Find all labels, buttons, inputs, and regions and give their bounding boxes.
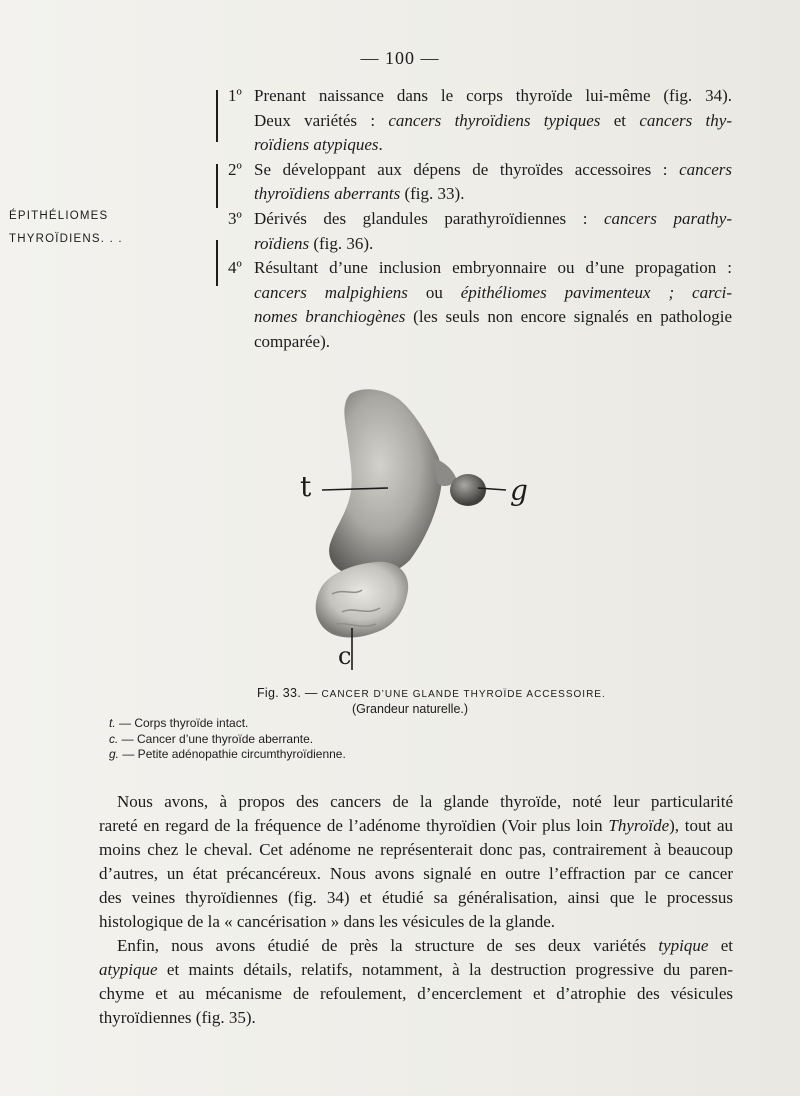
text-span: thyroïdiennes (fig. 35).	[99, 1008, 256, 1027]
text-line	[254, 330, 732, 355]
italic-text: cancers thyroïdiens typiques	[388, 110, 601, 130]
text-span: des veines thyroïdiennes (fig. 34) et étudié sa généralisation, ainsi que le processus	[99, 888, 733, 907]
list-item-number: 4º	[228, 258, 242, 278]
text-line	[254, 281, 732, 306]
italic-text: Thyroïde	[608, 816, 670, 835]
text-span: .	[378, 135, 383, 155]
text-line	[99, 838, 733, 862]
thyroid-body	[329, 389, 442, 577]
legend-key: g.	[109, 747, 120, 761]
text-span: et maints détails, relatifs, notamment, à la destruction progressive du paren-	[157, 960, 733, 979]
figure-label-g: g	[510, 474, 528, 507]
list-item	[228, 84, 732, 158]
text-span: Dérivés des glandules parathyroïdiennes :	[254, 208, 605, 228]
text-line	[99, 982, 733, 1006]
side-label	[9, 205, 123, 251]
text-span: Prenant naissance dans le corps thyroïde lui-même (fig. 34).	[254, 86, 732, 105]
caption-prefix: Fig. 33. —	[257, 686, 322, 700]
italic-text: thyroïdiens aberrants	[254, 184, 401, 204]
text-line	[99, 958, 733, 982]
text-span: Résultant d’une inclusion embryonnaire ou d’une propagation :	[254, 258, 732, 278]
text-span: Deux variétés :	[254, 110, 389, 130]
legend-text: — Corps thyroïde intact.	[115, 716, 249, 730]
italic-text: typique	[658, 936, 709, 955]
brace-line	[216, 164, 218, 208]
page-number: — 100 —	[360, 48, 440, 68]
italic-text: cancers	[679, 159, 732, 179]
italic-text: cancers parathy-	[604, 208, 732, 228]
legend-text: — Petite adénopathie circumthyroïdienne.	[119, 747, 346, 761]
list-item	[228, 207, 732, 256]
text-line	[99, 790, 733, 814]
text-span: et	[600, 110, 640, 130]
text-line	[254, 232, 732, 257]
italic-text: roïdiens atypiques	[254, 135, 379, 155]
text-span: Enfin, nous avons étudié de près la structure de ses deux variétés	[117, 936, 659, 955]
text-span: (fig. 36).	[309, 233, 374, 253]
italic-text: épithéliomes pavimenteux ; carci-	[460, 282, 732, 302]
list-item	[228, 256, 732, 354]
text-span: moins chez le cheval. Cet adénome ne représenterait donc pas, contrairement à beaucoup	[99, 840, 733, 859]
text-span: chyme et au mécanisme de refoulement, d’encerclement et d’atrophie des vésicules	[99, 984, 733, 1003]
legend-item	[109, 747, 346, 763]
figure-label-c: c	[338, 642, 352, 670]
italic-text: cancers thy-	[639, 110, 732, 130]
figure-label-t: t	[300, 470, 312, 503]
list-item-number: 2º	[228, 159, 242, 179]
list-item	[228, 158, 732, 207]
caption-title: CANCER D’UNE GLANDE THYROÏDE ACCESSOIRE.	[321, 689, 606, 700]
lymph-node	[450, 474, 486, 506]
text-line	[254, 256, 732, 281]
text-span: ou	[407, 282, 461, 302]
text-span: (les seuls non encore signalés en pathologie	[405, 307, 733, 327]
text-line	[254, 182, 732, 207]
text-span: (fig. 33).	[400, 184, 465, 204]
text-line	[99, 862, 733, 886]
italic-text: roïdiens	[254, 233, 310, 253]
text-span: comparée).	[254, 331, 330, 351]
thyroid-specimen-illustration	[292, 384, 552, 676]
text-span: Nous avons, à propos des cancers de la glande thyroïde, noté leur particularité	[117, 792, 733, 811]
brace-line	[216, 240, 218, 286]
paragraph	[99, 934, 733, 1030]
legend-text: — Cancer d’une thyroïde aberrante.	[118, 731, 314, 746]
text-line	[99, 910, 733, 934]
side-label-line-2: THYROÏDIENS. . .	[9, 233, 123, 245]
text-line	[254, 84, 732, 109]
text-span: ), tout au	[669, 816, 733, 835]
legend-item	[109, 716, 346, 732]
text-span: histologique de la « cancérisation » dans les vésicules de la glande.	[99, 912, 556, 931]
text-line	[254, 133, 732, 158]
text-span: rareté en regard de la fréquence de l’adénome thyroïdien (Voir plus loin	[99, 816, 609, 835]
text-line	[254, 109, 732, 134]
text-line	[99, 1006, 733, 1030]
brace-line	[216, 90, 218, 142]
text-line	[254, 305, 732, 330]
figure-subcaption: (Grandeur naturelle.)	[352, 702, 469, 716]
legend-key: t.	[109, 716, 116, 730]
text-span: et	[708, 936, 733, 955]
text-line	[99, 814, 733, 838]
side-label-line-1: ÉPITHÉLIOMES	[9, 210, 109, 222]
text-line	[99, 886, 733, 910]
text-line	[254, 158, 732, 183]
text-span: d’autres, un état précancéreux. Nous avons signalé en outre l’effraction par ce cancer	[99, 864, 733, 883]
italic-text: nomes branchiogènes	[254, 307, 406, 327]
paragraph	[99, 790, 733, 934]
classification-list	[228, 84, 732, 355]
body-text	[99, 790, 733, 1030]
figure-caption	[257, 686, 606, 700]
figure-legend	[109, 716, 346, 763]
list-item-number: 1º	[228, 86, 242, 105]
figure-33	[292, 384, 552, 676]
text-line	[99, 934, 733, 958]
text-span: Se développant aux dépens de thyroïdes accessoires :	[254, 159, 680, 179]
text-line	[254, 207, 732, 232]
legend-item	[109, 732, 346, 748]
italic-text: atypique	[99, 960, 158, 979]
list-item-number: 3º	[228, 208, 242, 228]
italic-text: cancers malpighiens	[254, 282, 408, 302]
legend-key: c.	[109, 731, 119, 746]
